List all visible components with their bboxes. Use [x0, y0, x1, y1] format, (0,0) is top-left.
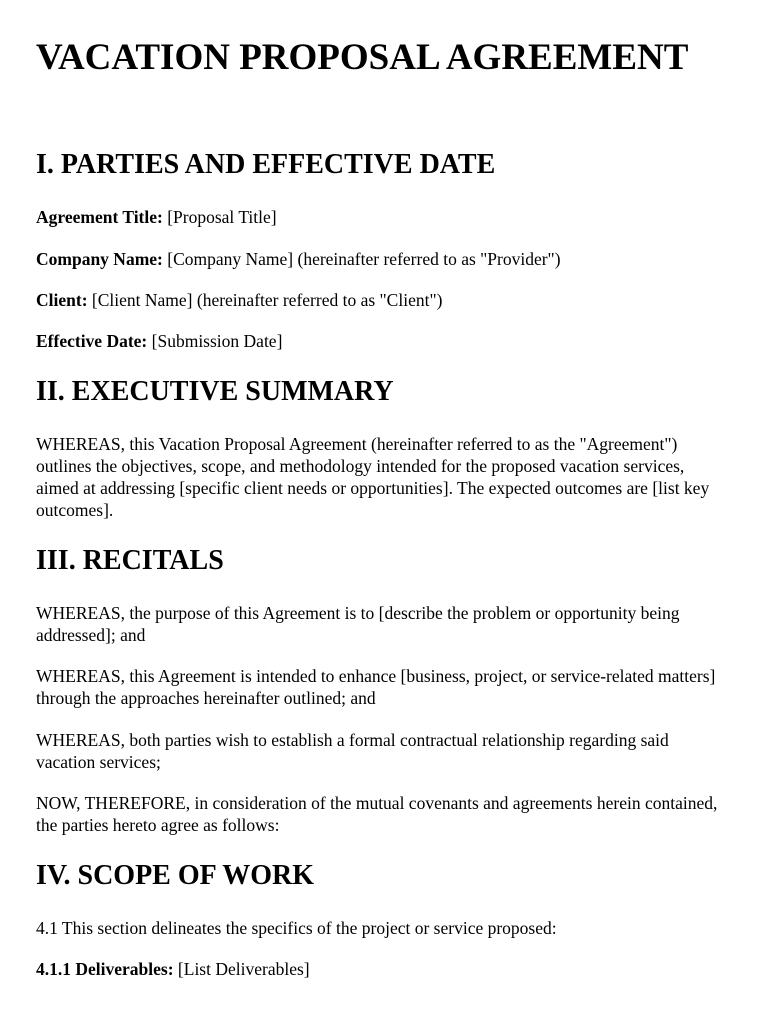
section-heading-recitals: III. RECITALS [36, 545, 224, 576]
field-effective-date [36, 330, 726, 352]
recital-paragraph: WHEREAS, the purpose of this Agreement is to [describe the problem or opportunity being addressed]; and [36, 603, 680, 645]
field-value: [Submission Date] [151, 331, 283, 351]
section-heading-scope: IV. SCOPE OF WORK [36, 860, 314, 891]
field-client [36, 289, 726, 311]
scope-intro: 4.1 This section delineates the specifics of the project or service proposed: [36, 918, 557, 938]
field-deliverables [36, 958, 726, 980]
recital-paragraph: WHEREAS, both parties wish to establish a formal contractual relationship regarding said vacation services; [36, 730, 669, 772]
field-label: Company Name: [36, 249, 163, 269]
document-title: VACATION PROPOSAL AGREEMENT [36, 37, 689, 78]
field-label: Agreement Title: [36, 207, 163, 227]
field-value: [Proposal Title] [167, 207, 277, 227]
field-value: [Company Name] (hereinafter referred to as "Provider") [167, 249, 561, 269]
recital-paragraph: NOW, THEREFORE, in consideration of the mutual covenants and agreements herein contained, the parties hereto agree as follows: [36, 793, 718, 835]
summary-paragraph: WHEREAS, this Vacation Proposal Agreement (hereinafter referred to as the "Agreement") outlines the objectives, scope, and methodology intended for the proposed vacation services, aimed at addressing [specific client needs or opportunities]. The expected outcomes are [list key outcomes]. [36, 434, 710, 520]
field-value: [Client Name] (hereinafter referred to as "Client") [91, 290, 443, 310]
field-company-name [36, 248, 726, 270]
field-agreement-title [36, 206, 726, 228]
section-heading-summary: II. EXECUTIVE SUMMARY [36, 376, 394, 407]
field-value: [List Deliverables] [177, 959, 310, 979]
field-label: 4.1.1 Deliverables: [36, 959, 174, 979]
section-heading-parties: I. PARTIES AND EFFECTIVE DATE [36, 149, 496, 180]
field-label: Effective Date: [36, 331, 148, 351]
recital-paragraph: WHEREAS, this Agreement is intended to enhance [business, project, or service-related matters] through the approaches hereinafter outlined; and [36, 666, 716, 708]
field-label: Client: [36, 290, 88, 310]
